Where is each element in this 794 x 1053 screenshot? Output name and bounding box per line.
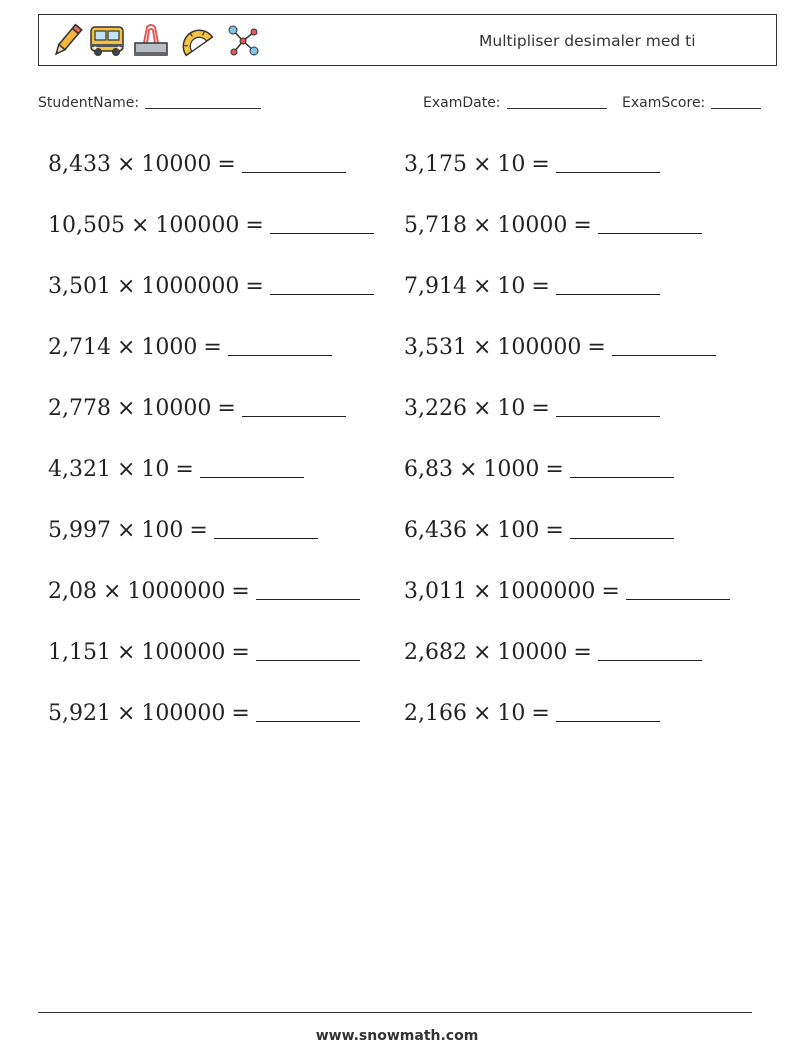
multiplicand: 3,175 bbox=[404, 152, 467, 177]
problem-10 bbox=[404, 394, 660, 422]
answer-blank[interactable] bbox=[214, 518, 318, 539]
problem-5 bbox=[48, 272, 374, 300]
multiplicand: 7,914 bbox=[404, 274, 467, 299]
multiplicand: 1,151 bbox=[48, 640, 111, 665]
equals-sign: = bbox=[231, 701, 250, 726]
exam-date-blank[interactable] bbox=[507, 94, 607, 109]
equals-sign: = bbox=[545, 457, 564, 482]
problem-3 bbox=[48, 211, 374, 239]
exam-date-field[interactable] bbox=[423, 92, 607, 111]
times-sign: × bbox=[472, 518, 492, 543]
problem-1 bbox=[48, 150, 346, 178]
multiplier: 100000 bbox=[155, 213, 240, 238]
equals-sign: = bbox=[189, 518, 208, 543]
answer-blank[interactable] bbox=[242, 152, 346, 173]
problem-14 bbox=[404, 516, 674, 544]
footer-url[interactable]: www.snowmath.com bbox=[315, 1028, 479, 1044]
times-sign: × bbox=[472, 396, 492, 421]
equals-sign: = bbox=[245, 213, 264, 238]
problem-19 bbox=[48, 699, 360, 727]
answer-blank[interactable] bbox=[570, 457, 674, 478]
multiplier: 10000 bbox=[141, 396, 212, 421]
times-sign: × bbox=[116, 640, 136, 665]
equals-sign: = bbox=[203, 335, 222, 360]
answer-blank[interactable] bbox=[570, 518, 674, 539]
answer-blank[interactable] bbox=[598, 213, 702, 234]
problem-20 bbox=[404, 699, 660, 727]
times-sign: × bbox=[116, 274, 136, 299]
equals-sign: = bbox=[587, 335, 606, 360]
answer-blank[interactable] bbox=[256, 640, 360, 661]
footer-divider bbox=[38, 1012, 752, 1013]
multiplicand: 5,997 bbox=[48, 518, 111, 543]
molecule-icon bbox=[223, 21, 263, 61]
equals-sign: = bbox=[217, 152, 236, 177]
times-sign: × bbox=[116, 518, 136, 543]
problem-4 bbox=[404, 211, 702, 239]
student-name-field[interactable] bbox=[38, 92, 261, 111]
equals-sign: = bbox=[531, 396, 550, 421]
worksheet-title: Multipliser desimaler med ti bbox=[479, 32, 696, 50]
multiplier: 10 bbox=[497, 274, 526, 299]
answer-blank[interactable] bbox=[270, 213, 374, 234]
times-sign: × bbox=[472, 213, 492, 238]
multiplicand: 3,226 bbox=[404, 396, 467, 421]
times-sign: × bbox=[472, 152, 492, 177]
problem-13 bbox=[48, 516, 318, 544]
equals-sign: = bbox=[245, 274, 264, 299]
problem-7 bbox=[48, 333, 332, 361]
multiplier: 10000 bbox=[497, 213, 568, 238]
equals-sign: = bbox=[531, 274, 550, 299]
times-sign: × bbox=[102, 579, 122, 604]
exam-date-label: ExamDate: bbox=[423, 95, 501, 111]
answer-blank[interactable] bbox=[228, 335, 332, 356]
equals-sign: = bbox=[217, 396, 236, 421]
times-sign: × bbox=[116, 701, 136, 726]
multiplier: 10 bbox=[141, 457, 170, 482]
problem-6 bbox=[404, 272, 660, 300]
student-name-blank[interactable] bbox=[145, 94, 261, 109]
equals-sign: = bbox=[545, 518, 564, 543]
multiplicand: 6,83 bbox=[404, 457, 453, 482]
answer-blank[interactable] bbox=[556, 274, 660, 295]
multiplicand: 3,011 bbox=[404, 579, 467, 604]
equals-sign: = bbox=[531, 701, 550, 726]
answer-blank[interactable] bbox=[242, 396, 346, 417]
equals-sign: = bbox=[231, 640, 250, 665]
equals-sign: = bbox=[231, 579, 250, 604]
multiplier: 10 bbox=[497, 396, 526, 421]
multiplicand: 2,08 bbox=[48, 579, 97, 604]
equals-sign: = bbox=[573, 640, 592, 665]
times-sign: × bbox=[116, 457, 136, 482]
worksheet-header bbox=[38, 14, 777, 66]
problem-15 bbox=[48, 577, 360, 605]
answer-blank[interactable] bbox=[200, 457, 304, 478]
equals-sign: = bbox=[531, 152, 550, 177]
multiplicand: 4,321 bbox=[48, 457, 111, 482]
multiplier: 1000 bbox=[141, 335, 198, 360]
times-sign: × bbox=[472, 701, 492, 726]
problem-9 bbox=[48, 394, 346, 422]
times-sign: × bbox=[116, 335, 136, 360]
exam-score-blank[interactable] bbox=[711, 94, 761, 109]
multiplier: 1000000 bbox=[141, 274, 240, 299]
multiplicand: 5,921 bbox=[48, 701, 111, 726]
answer-blank[interactable] bbox=[626, 579, 730, 600]
times-sign: × bbox=[116, 152, 136, 177]
equals-sign: = bbox=[175, 457, 194, 482]
times-sign: × bbox=[472, 579, 492, 604]
answer-blank[interactable] bbox=[556, 152, 660, 173]
multiplier: 10 bbox=[497, 152, 526, 177]
problem-8 bbox=[404, 333, 716, 361]
school-bus-icon bbox=[87, 21, 127, 61]
times-sign: × bbox=[472, 335, 492, 360]
times-sign: × bbox=[472, 274, 492, 299]
exam-score-field[interactable] bbox=[622, 92, 761, 111]
multiplier: 1000000 bbox=[497, 579, 596, 604]
multiplier: 1000 bbox=[483, 457, 540, 482]
exam-score-label: ExamScore: bbox=[622, 95, 706, 111]
problem-16 bbox=[404, 577, 730, 605]
multiplicand: 3,531 bbox=[404, 335, 467, 360]
multiplier: 100 bbox=[141, 518, 184, 543]
multiplicand: 3,501 bbox=[48, 274, 111, 299]
multiplier: 100000 bbox=[141, 640, 226, 665]
problem-18 bbox=[404, 638, 702, 666]
problem-17 bbox=[48, 638, 360, 666]
multiplicand: 2,714 bbox=[48, 335, 111, 360]
times-sign: × bbox=[472, 640, 492, 665]
times-sign: × bbox=[130, 213, 150, 238]
problem-11 bbox=[48, 455, 304, 483]
answer-blank[interactable] bbox=[256, 701, 360, 722]
multiplicand: 10,505 bbox=[48, 213, 125, 238]
multiplicand: 5,718 bbox=[404, 213, 467, 238]
answer-blank[interactable] bbox=[556, 701, 660, 722]
multiplier: 100 bbox=[497, 518, 540, 543]
multiplier: 100000 bbox=[497, 335, 582, 360]
student-name-label: StudentName: bbox=[38, 95, 140, 111]
multiplicand: 2,778 bbox=[48, 396, 111, 421]
multiplier: 10 bbox=[497, 701, 526, 726]
times-sign: × bbox=[116, 396, 136, 421]
times-sign: × bbox=[458, 457, 478, 482]
answer-blank[interactable] bbox=[556, 396, 660, 417]
protractor-icon bbox=[177, 21, 217, 61]
multiplier: 10000 bbox=[497, 640, 568, 665]
multiplier: 10000 bbox=[141, 152, 212, 177]
multiplier: 1000000 bbox=[127, 579, 226, 604]
answer-blank[interactable] bbox=[598, 640, 702, 661]
equals-sign: = bbox=[573, 213, 592, 238]
multiplier: 100000 bbox=[141, 701, 226, 726]
pencil-icon bbox=[47, 21, 87, 61]
answer-blank[interactable] bbox=[270, 274, 374, 295]
answer-blank[interactable] bbox=[612, 335, 716, 356]
binder-clip-icon bbox=[131, 21, 171, 61]
multiplicand: 6,436 bbox=[404, 518, 467, 543]
problem-12 bbox=[404, 455, 674, 483]
multiplicand: 2,166 bbox=[404, 701, 467, 726]
multiplicand: 2,682 bbox=[404, 640, 467, 665]
problem-2 bbox=[404, 150, 660, 178]
equals-sign: = bbox=[601, 579, 620, 604]
answer-blank[interactable] bbox=[256, 579, 360, 600]
multiplicand: 8,433 bbox=[48, 152, 111, 177]
